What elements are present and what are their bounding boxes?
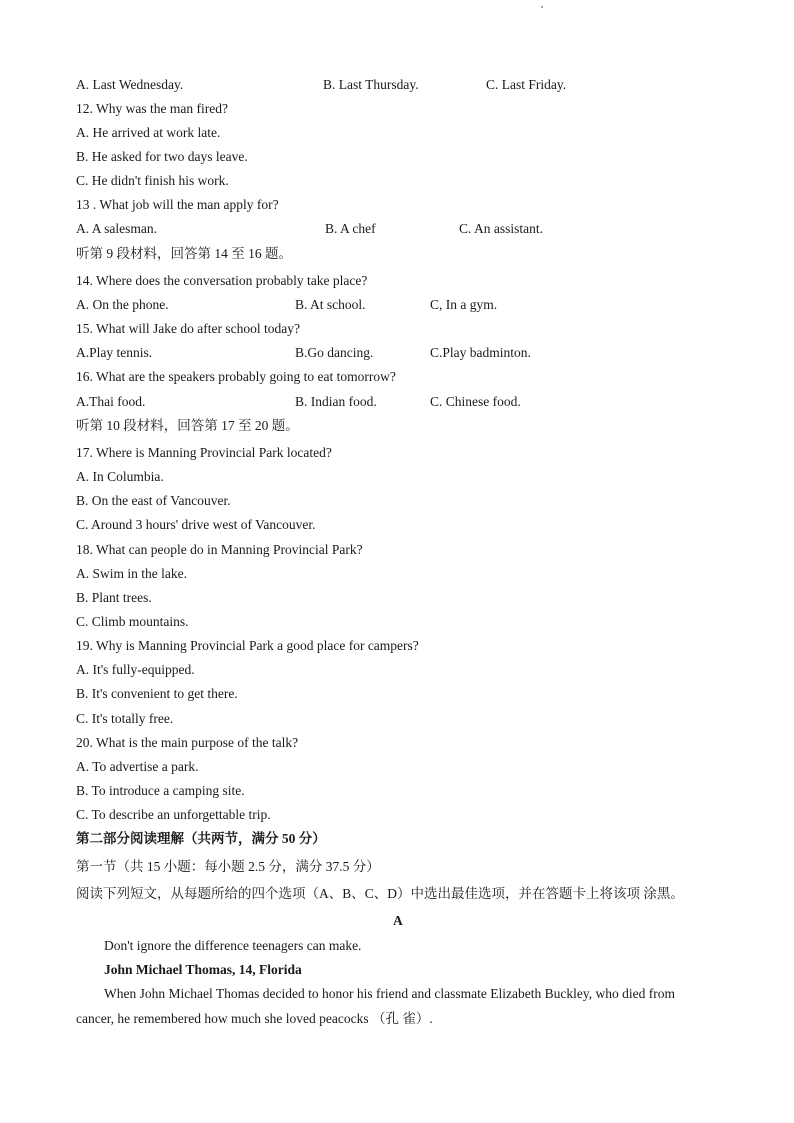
part-2-title: 第二部分阅读理解（共两节，满分 50 分） [76, 831, 326, 846]
q13-option-a: A. A salesman. [76, 221, 157, 236]
q16-option-b: B. Indian food. [295, 394, 377, 409]
q11-option-c: C. Last Friday. [486, 77, 567, 92]
part-2-section-1: 第一节（共 15 小题：每小题 2.5 分，满分 37.5 分） [76, 859, 380, 874]
q20-option-b: B. To introduce a camping site. [76, 783, 245, 798]
q18-option-b: B. Plant trees. [76, 590, 152, 605]
q19-option-c: C. It's totally free. [76, 711, 174, 726]
scan-dot [541, 6, 543, 8]
passage-intro: Don't ignore the difference teenagers can make. [104, 938, 362, 953]
passage-subheading [104, 962, 302, 978]
q17-option-c: C. Around 3 hours' drive west of Vancouver. [76, 517, 316, 532]
q12-option-b: B. He asked for two days leave. [76, 149, 248, 164]
q14-option-b: B. At school. [295, 297, 366, 312]
q14-option-c: C, In a gym. [430, 297, 498, 312]
q15-option-a: A.Play tennis. [76, 345, 153, 360]
q15-question: 15. What will Jake do after school today? [76, 321, 300, 336]
q13-question: 13 . What job will the man apply for? [76, 197, 279, 212]
q14-question: 14. Where does the conversation probably take place? [76, 273, 368, 288]
q19-option-b: B. It's convenient to get there. [76, 686, 238, 701]
q15-option-c: C.Play badminton. [430, 345, 531, 360]
paragraph-line-1: When John Michael Thomas decided to honor his friend and classmate Elizabeth Buckley, who died from [104, 986, 675, 1001]
part-2-instructions: 阅读下列短文，从每题所给的四个选项（A、B、C、D）中选出最佳选项，并在答题卡上将该项 涂黑。 [76, 886, 684, 901]
q17-option-b: B. On the east of Vancouver. [76, 493, 231, 508]
q16-question: 16. What are the speakers probably going to eat tomorrow? [76, 369, 396, 384]
q20-question: 20. What is the main purpose of the talk? [76, 735, 299, 750]
q12-option-a: A. He arrived at work late. [76, 125, 221, 140]
q15-option-b: B.Go dancing. [295, 345, 374, 360]
q11-option-b: B. Last Thursday. [323, 77, 419, 92]
paragraph-line-2: cancer, he remembered how much she loved peacocks （孔 雀）. [76, 1011, 433, 1026]
q20-option-c: C. To describe an unforgettable trip. [76, 807, 271, 822]
passage-label: A [393, 913, 403, 928]
q20-option-a: A. To advertise a park. [76, 759, 199, 774]
q11-option-a: A. Last Wednesday. [76, 77, 184, 92]
q16-option-a: A.Thai food. [76, 394, 146, 409]
q16-option-c: C. Chinese food. [430, 394, 521, 409]
section-9-instruction: 听第 9 段材料，回答第 14 至 16 题。 [76, 246, 292, 261]
q14-option-a: A. On the phone. [76, 297, 169, 312]
q19-option-a: A. It's fully-equipped. [76, 662, 195, 677]
q19-question: 19. Why is Manning Provincial Park a good place for campers? [76, 638, 419, 653]
q17-option-a: A. In Columbia. [76, 469, 164, 484]
section-10-instruction: 听第 10 段材料，回答第 17 至 20 题。 [76, 418, 299, 433]
q13-option-c: C. An assistant. [459, 221, 544, 236]
subheading-details: 14, Florida [235, 962, 302, 977]
q18-question: 18. What can people do in Manning Provincial Park? [76, 542, 363, 557]
q17-question: 17. Where is Manning Provincial Park located? [76, 445, 332, 460]
q18-option-c: C. Climb mountains. [76, 614, 189, 629]
subheading-name: John Michael Thomas, [104, 962, 236, 977]
q18-option-a: A. Swim in the lake. [76, 566, 187, 581]
q12-option-c: C. He didn't finish his work. [76, 173, 229, 188]
q12-question: 12. Why was the man fired? [76, 101, 228, 116]
q13-option-b: B. A chef [325, 221, 376, 236]
